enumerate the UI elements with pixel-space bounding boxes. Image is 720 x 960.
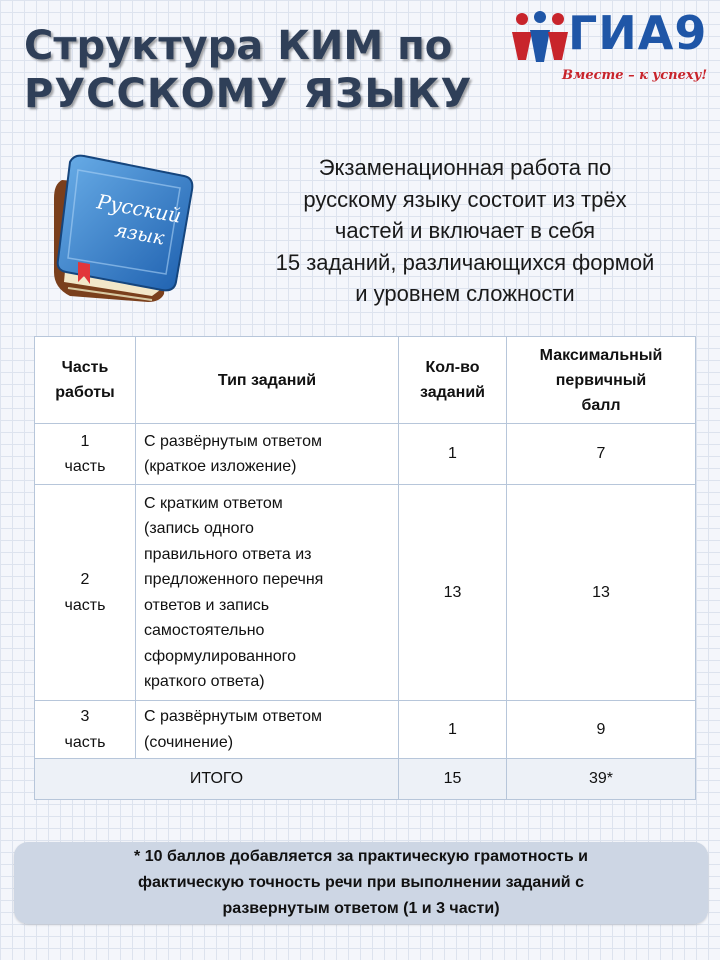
part-word: часть (64, 458, 106, 475)
type-line: ответов и запись (144, 596, 270, 614)
intro-line: Экзаменационная работа по (318, 155, 612, 180)
table-header-row (35, 337, 696, 424)
page-title (24, 22, 494, 118)
header-score-line-1: Максимальный (539, 346, 663, 364)
intro-line: 15 заданий, различающихся формой (275, 249, 655, 275)
footnote-line: фактическую точность речи при выполнении заданий с (138, 874, 584, 891)
intro-line: частей и включает в себя (334, 218, 596, 243)
page-title-line-2: РУССКОМУ ЯЗЫКУ (24, 71, 473, 117)
footnote-line: развернутым ответом (1 и 3 части) (222, 900, 500, 917)
part-word: часть (64, 733, 106, 751)
cell-part (35, 424, 136, 485)
cell-count: 1 (399, 424, 507, 485)
total-label: ИТОГО (35, 759, 399, 800)
footnote-box (14, 842, 708, 924)
gia9-logo (506, 6, 716, 90)
type-line: С развёрнутым ответом (144, 432, 322, 450)
header-score-line-3: балл (581, 396, 621, 414)
type-line: правильного ответа из (144, 545, 312, 563)
page-title-line-1: Структура КИМ по (24, 23, 453, 69)
type-line: краткого ответа) (144, 673, 265, 690)
table-row (35, 701, 696, 759)
cell-count: 1 (399, 701, 507, 759)
table-total-row (35, 759, 696, 800)
type-line: (сочинение) (144, 733, 234, 751)
part-number: 2 (80, 571, 90, 588)
total-score: 39* (507, 759, 696, 800)
table-row (35, 424, 696, 485)
header-count-line-1: Кол-во (425, 359, 480, 376)
cell-type (136, 701, 399, 759)
cell-score: 9 (507, 701, 696, 759)
cell-part (35, 701, 136, 759)
type-line: предложенного перечня (144, 571, 324, 588)
logo-brand: ГИА9 (568, 6, 708, 60)
people-icon (510, 10, 574, 70)
cell-count: 13 (399, 485, 507, 701)
header-part (35, 337, 136, 424)
cell-type (136, 424, 399, 485)
cell-type (136, 485, 399, 701)
header-count-line-2: заданий (419, 384, 486, 401)
cell-score: 13 (507, 485, 696, 701)
type-line: С кратким ответом (144, 494, 283, 512)
logo-slogan: Вместе – к успеху! (562, 68, 708, 83)
intro-line: русскому языку состоит из трёх (303, 186, 627, 212)
part-number: 3 (80, 708, 90, 725)
exam-structure-table (34, 336, 696, 800)
header-score (507, 337, 696, 424)
header-type: Тип заданий (136, 337, 399, 424)
type-line: самостоятельно (144, 622, 265, 639)
header-part-line-1: Часть (61, 359, 109, 376)
book-cover-line-1: Русский (95, 189, 184, 228)
table-row (35, 485, 696, 701)
type-line: сформулированного (144, 647, 297, 665)
header-count (399, 337, 507, 424)
header-part-line-2: работы (55, 384, 115, 401)
part-word: часть (64, 596, 106, 614)
footnote-line: * 10 баллов добавляется за практическую грамотность и (134, 848, 588, 865)
book-cover-line-2: язык (113, 219, 166, 250)
intro-line: и уровнем сложности (355, 281, 575, 306)
cell-score: 7 (507, 424, 696, 485)
intro-paragraph (218, 152, 712, 310)
total-count: 15 (399, 759, 507, 800)
type-line: С развёрнутым ответом (144, 708, 322, 725)
footnote-text (134, 844, 588, 922)
cell-part (35, 485, 136, 701)
type-line: (запись одного (144, 520, 254, 537)
header-score-line-2: первичный (555, 371, 647, 389)
part-number: 1 (80, 432, 90, 450)
type-line: (краткое изложение) (144, 458, 297, 475)
russian-book-icon (48, 150, 198, 308)
